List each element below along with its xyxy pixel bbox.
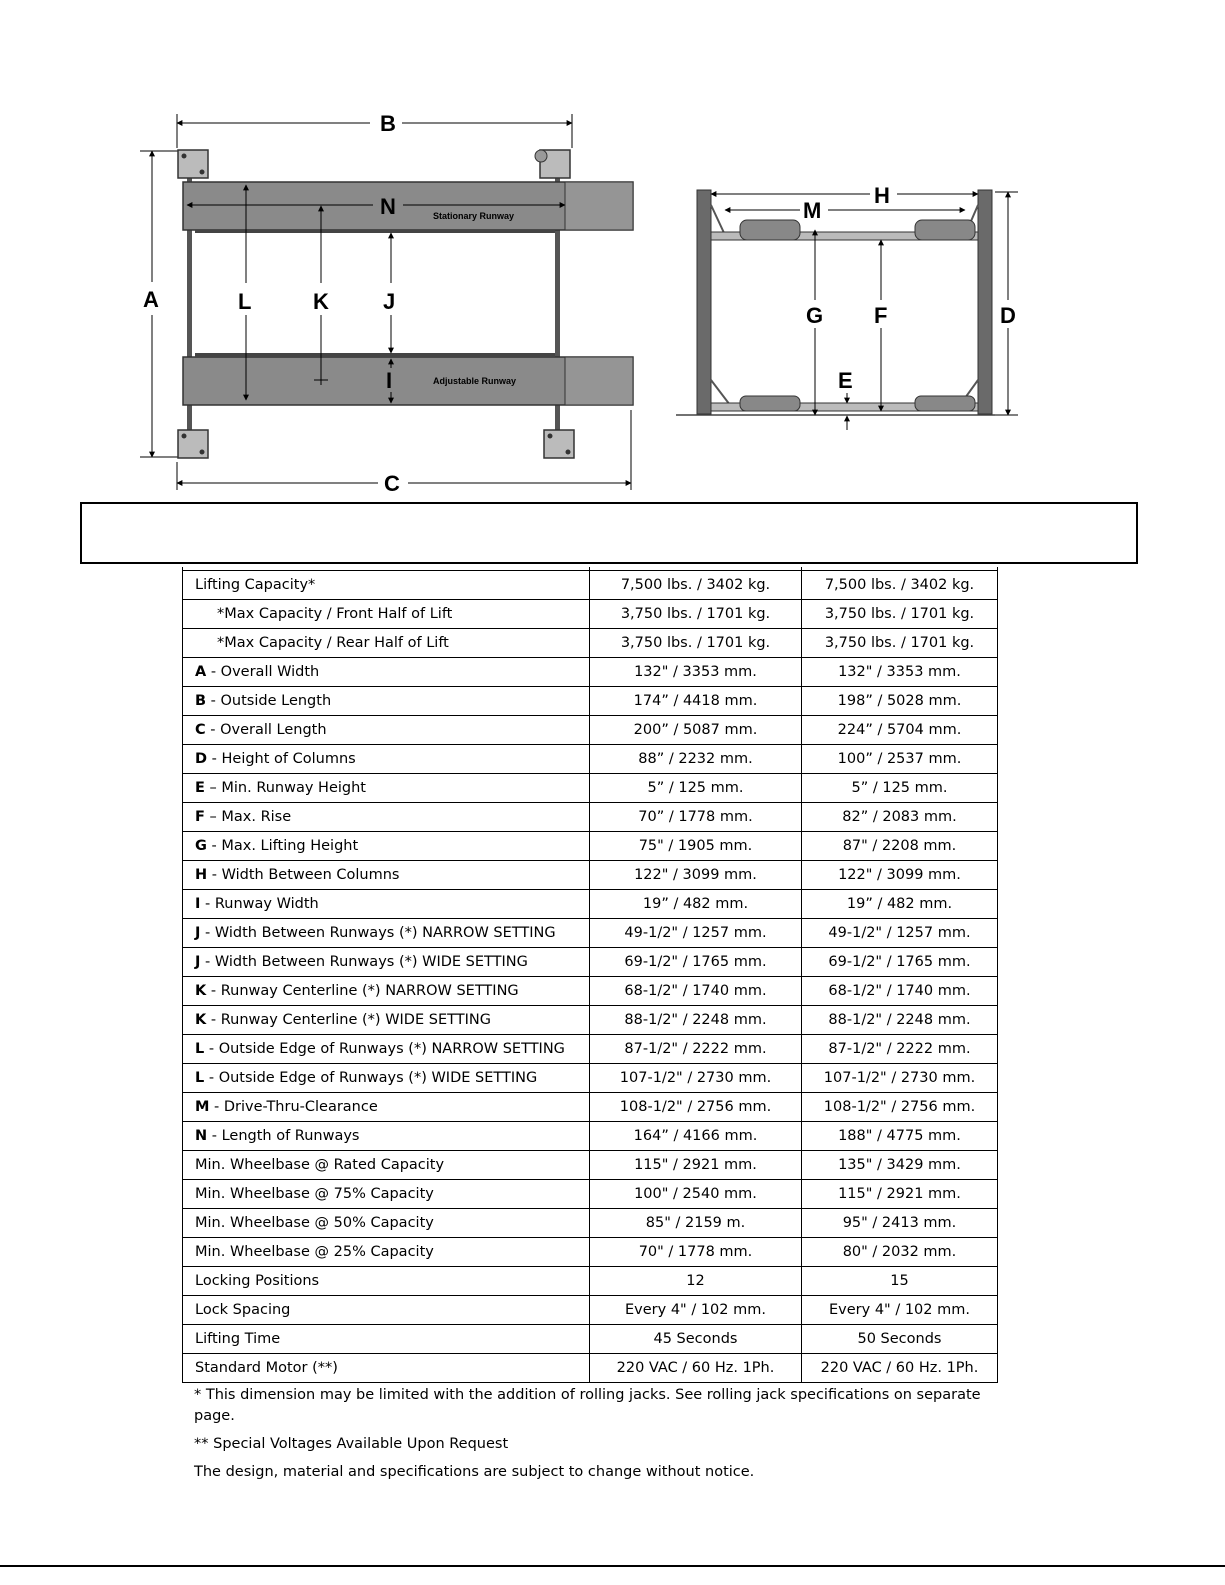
spec-label-cell [183, 803, 590, 832]
dim-label-c: C [384, 471, 400, 496]
spec-label-cell [183, 1209, 590, 1238]
spec-label: - Runway Centerline (*) WIDE SETTING [206, 1012, 491, 1028]
spec-label: – Min. Runway Height [204, 780, 366, 796]
spec-label-cell [183, 890, 590, 919]
table-row [183, 1180, 998, 1209]
spec-value-model-1: 75" / 1905 mm. [590, 832, 802, 861]
spec-value-model-1: 174” / 4418 mm. [590, 687, 802, 716]
column-base-plate [535, 150, 570, 178]
lift-dimension-diagram [0, 0, 1225, 500]
spec-label-cell [183, 1151, 590, 1180]
adjustable-runway-label: Adjustable Runway [433, 376, 517, 386]
table-row [183, 1122, 998, 1151]
table-row [183, 1296, 998, 1325]
table-row [183, 658, 998, 687]
dim-label-g: G [806, 303, 824, 328]
spec-label-cell [183, 687, 590, 716]
table-row [183, 1238, 998, 1267]
table-row [183, 803, 998, 832]
table-row [183, 1267, 998, 1296]
dimension-key: B [195, 693, 207, 709]
spec-value-model-1: 70” / 1778 mm. [590, 803, 802, 832]
spec-label-cell [183, 977, 590, 1006]
spec-value-model-2: Every 4" / 102 mm. [802, 1296, 998, 1325]
dim-label-n: N [380, 194, 396, 219]
spec-label: - Runway Width [200, 896, 319, 912]
table-row [183, 832, 998, 861]
footnote-disclaimer: The design, material and specifications are subject to change without notice. [194, 1464, 755, 1480]
spec-label: Lifting Time [195, 1331, 281, 1347]
spec-label-cell [183, 1180, 590, 1209]
spec-value-model-2: 3,750 lbs. / 1701 kg. [802, 629, 998, 658]
spec-label-cell [183, 1093, 590, 1122]
spec-value-model-2: 107-1/2" / 2730 mm. [802, 1064, 998, 1093]
spec-label: - Width Between Columns [207, 867, 400, 883]
table-row [183, 571, 998, 600]
spec-value-model-1: 70" / 1778 mm. [590, 1238, 802, 1267]
dim-label-l: L [238, 289, 252, 314]
dimension-key: C [195, 722, 206, 738]
spec-label-cell [183, 948, 590, 977]
spec-value-model-1: 68-1/2" / 1740 mm. [590, 977, 802, 1006]
table-row [183, 1209, 998, 1238]
spec-value-model-1: 49-1/2" / 1257 mm. [590, 919, 802, 948]
spec-value-model-1: 108-1/2" / 2756 mm. [590, 1093, 802, 1122]
spec-label: - Drive-Thru-Clearance [209, 1099, 378, 1115]
spec-label-cell [183, 1238, 590, 1267]
spec-value-model-2: 50 Seconds [802, 1325, 998, 1354]
spec-label-cell [183, 1354, 590, 1383]
table-row [183, 977, 998, 1006]
spec-value-model-2: 188" / 4775 mm. [802, 1122, 998, 1151]
spec-label-cell [183, 1122, 590, 1151]
spec-label-cell [183, 919, 590, 948]
spec-value-model-2: 69-1/2" / 1765 mm. [802, 948, 998, 977]
spec-label-cell [183, 629, 590, 658]
spec-value-model-2: 135" / 3429 mm. [802, 1151, 998, 1180]
table-row [183, 861, 998, 890]
spec-value-model-2: 68-1/2" / 1740 mm. [802, 977, 998, 1006]
spec-value-model-1: 12 [590, 1267, 802, 1296]
table-row [183, 1006, 998, 1035]
spec-label: - Overall Length [205, 722, 327, 738]
spec-label: *Max Capacity / Front Half of Lift [217, 606, 453, 622]
spec-label: Min. Wheelbase @ 25% Capacity [195, 1244, 434, 1260]
spec-value-model-2: 82” / 2083 mm. [802, 803, 998, 832]
spec-value-model-1: 115" / 2921 mm. [590, 1151, 802, 1180]
dimension-key: N [195, 1128, 208, 1144]
footnotes [194, 1385, 994, 1490]
dim-label-m: M [803, 198, 822, 223]
dimension-key: G [195, 838, 207, 854]
spec-value-model-1: 107-1/2" / 2730 mm. [590, 1064, 802, 1093]
spec-label-cell [183, 571, 590, 600]
spec-value-model-1: 100" / 2540 mm. [590, 1180, 802, 1209]
spec-label-cell [183, 1267, 590, 1296]
spec-label: Min. Wheelbase @ 75% Capacity [195, 1186, 434, 1202]
spec-value-model-2: 87-1/2" / 2222 mm. [802, 1035, 998, 1064]
spec-value-model-1: 7,500 lbs. / 3402 kg. [590, 571, 802, 600]
spec-value-model-2: 100” / 2537 mm. [802, 745, 998, 774]
spec-value-model-2: 5” / 125 mm. [802, 774, 998, 803]
dimension-key: E [195, 780, 205, 796]
dimension-key: H [195, 867, 208, 883]
spec-label: – Max. Rise [204, 809, 292, 825]
dimension-key: K [195, 1012, 207, 1028]
adjustable-runway [183, 353, 633, 405]
dimension-key: M [195, 1099, 210, 1115]
top-view [140, 111, 633, 496]
spec-label-cell [183, 832, 590, 861]
table-header-box [80, 502, 1138, 564]
spec-label: Min. Wheelbase @ 50% Capacity [195, 1215, 434, 1231]
spec-value-model-1: 122" / 3099 mm. [590, 861, 802, 890]
dim-label-f: F [874, 303, 888, 328]
spec-label: - Length of Runways [207, 1128, 360, 1144]
spec-value-model-2: 224” / 5704 mm. [802, 716, 998, 745]
spec-value-model-1: 45 Seconds [590, 1325, 802, 1354]
spec-label: Lock Spacing [195, 1302, 291, 1318]
spec-label: - Runway Centerline (*) NARROW SETTING [206, 983, 519, 999]
spec-label: Min. Wheelbase @ Rated Capacity [195, 1157, 445, 1173]
spec-label: - Width Between Runways (*) NARROW SETTING [200, 925, 556, 941]
spec-value-model-2: 49-1/2" / 1257 mm. [802, 919, 998, 948]
dim-label-a: A [143, 287, 159, 312]
column-base-plate [178, 430, 208, 458]
spec-label-cell [183, 1006, 590, 1035]
spec-label: Standard Motor (**) [195, 1360, 338, 1376]
stationary-runway [183, 182, 633, 233]
dim-label-b: B [380, 111, 396, 136]
table-row [183, 745, 998, 774]
spec-value-model-1: 85" / 2159 m. [590, 1209, 802, 1238]
spec-value-model-1: 200” / 5087 mm. [590, 716, 802, 745]
spec-value-model-2: 80" / 2032 mm. [802, 1238, 998, 1267]
spec-value-model-1: 69-1/2" / 1765 mm. [590, 948, 802, 977]
table-row [183, 629, 998, 658]
dimension-key: L [195, 1070, 205, 1086]
spec-label: - Outside Edge of Runways (*) WIDE SETTING [204, 1070, 538, 1086]
spec-value-model-2: 19” / 482 mm. [802, 890, 998, 919]
page-bottom-rule [0, 1565, 1225, 1567]
dimension-key: J [195, 925, 201, 941]
spec-value-model-1: 164” / 4166 mm. [590, 1122, 802, 1151]
stationary-runway-label: Stationary Runway [433, 211, 515, 221]
table-row [183, 600, 998, 629]
dimension-key: D [195, 751, 208, 767]
spec-value-model-1: 88” / 2232 mm. [590, 745, 802, 774]
dimension-key: I [195, 896, 201, 912]
spec-label: - Overall Width [206, 664, 320, 680]
spec-value-model-1: Every 4" / 102 mm. [590, 1296, 802, 1325]
dimension-key: J [195, 954, 201, 970]
spec-value-model-2: 88-1/2" / 2248 mm. [802, 1006, 998, 1035]
spec-label: - Outside Length [206, 693, 332, 709]
table-row [183, 1151, 998, 1180]
front-view [676, 183, 1018, 430]
table-row [183, 1035, 998, 1064]
spec-label-cell [183, 1064, 590, 1093]
table-row [183, 1354, 998, 1383]
table-row [183, 1325, 998, 1354]
spec-value-model-2: 220 VAC / 60 Hz. 1Ph. [802, 1354, 998, 1383]
spec-value-model-2: 132" / 3353 mm. [802, 658, 998, 687]
table-row [183, 687, 998, 716]
spec-value-model-2: 108-1/2" / 2756 mm. [802, 1093, 998, 1122]
spec-label-cell [183, 600, 590, 629]
dim-label-e: E [838, 368, 853, 393]
spec-label: Lifting Capacity* [195, 577, 316, 593]
spec-label: - Height of Columns [207, 751, 356, 767]
spec-value-model-1: 87-1/2" / 2222 mm. [590, 1035, 802, 1064]
dimension-key: A [195, 664, 207, 680]
spec-label: - Outside Edge of Runways (*) NARROW SETTING [204, 1041, 565, 1057]
spec-label-cell [183, 774, 590, 803]
footnote-rolling-jacks: * This dimension may be limited with the addition of rolling jacks. See rolling jack specifications on separate page. [194, 1387, 981, 1424]
spec-value-model-1: 132" / 3353 mm. [590, 658, 802, 687]
spec-label-cell [183, 716, 590, 745]
spec-label-cell [183, 745, 590, 774]
spec-value-model-1: 3,750 lbs. / 1701 kg. [590, 600, 802, 629]
table-row [183, 1093, 998, 1122]
spec-value-model-1: 220 VAC / 60 Hz. 1Ph. [590, 1354, 802, 1383]
table-row [183, 919, 998, 948]
spec-label-cell [183, 658, 590, 687]
spec-value-model-2: 95" / 2413 mm. [802, 1209, 998, 1238]
table-row [183, 716, 998, 745]
spec-value-model-1: 19” / 482 mm. [590, 890, 802, 919]
dim-label-i: I [386, 368, 393, 393]
spec-label: *Max Capacity / Rear Half of Lift [217, 635, 449, 651]
spec-value-model-2: 115" / 2921 mm. [802, 1180, 998, 1209]
spec-value-model-2: 122" / 3099 mm. [802, 861, 998, 890]
spec-value-model-2: 3,750 lbs. / 1701 kg. [802, 600, 998, 629]
table-row [183, 1064, 998, 1093]
spec-label-cell [183, 1296, 590, 1325]
spec-value-model-1: 88-1/2" / 2248 mm. [590, 1006, 802, 1035]
table-row [183, 774, 998, 803]
spec-label: Locking Positions [195, 1273, 320, 1289]
spec-label-cell [183, 861, 590, 890]
table-row [183, 948, 998, 977]
spec-value-model-1: 3,750 lbs. / 1701 kg. [590, 629, 802, 658]
dim-label-d: D [1000, 303, 1016, 328]
dim-label-j: J [383, 289, 396, 314]
spec-label-cell [183, 1035, 590, 1064]
spec-label: - Max. Lifting Height [206, 838, 359, 854]
specifications-table [182, 567, 998, 1383]
spec-value-model-2: 198” / 5028 mm. [802, 687, 998, 716]
spec-value-model-1: 5” / 125 mm. [590, 774, 802, 803]
spec-value-model-2: 15 [802, 1267, 998, 1296]
dim-label-k: K [313, 289, 329, 314]
spec-value-model-2: 7,500 lbs. / 3402 kg. [802, 571, 998, 600]
dimension-key: K [195, 983, 207, 999]
spec-label: - Width Between Runways (*) WIDE SETTING [200, 954, 528, 970]
column-base-plate [178, 150, 208, 178]
dim-label-h: H [874, 183, 890, 208]
table-row [183, 890, 998, 919]
spec-label-cell [183, 1325, 590, 1354]
column-base-plate [544, 430, 574, 458]
footnote-voltages: ** Special Voltages Available Upon Request [194, 1436, 509, 1452]
dimension-key: L [195, 1041, 205, 1057]
spec-value-model-2: 87" / 2208 mm. [802, 832, 998, 861]
dimension-key: F [195, 809, 205, 825]
